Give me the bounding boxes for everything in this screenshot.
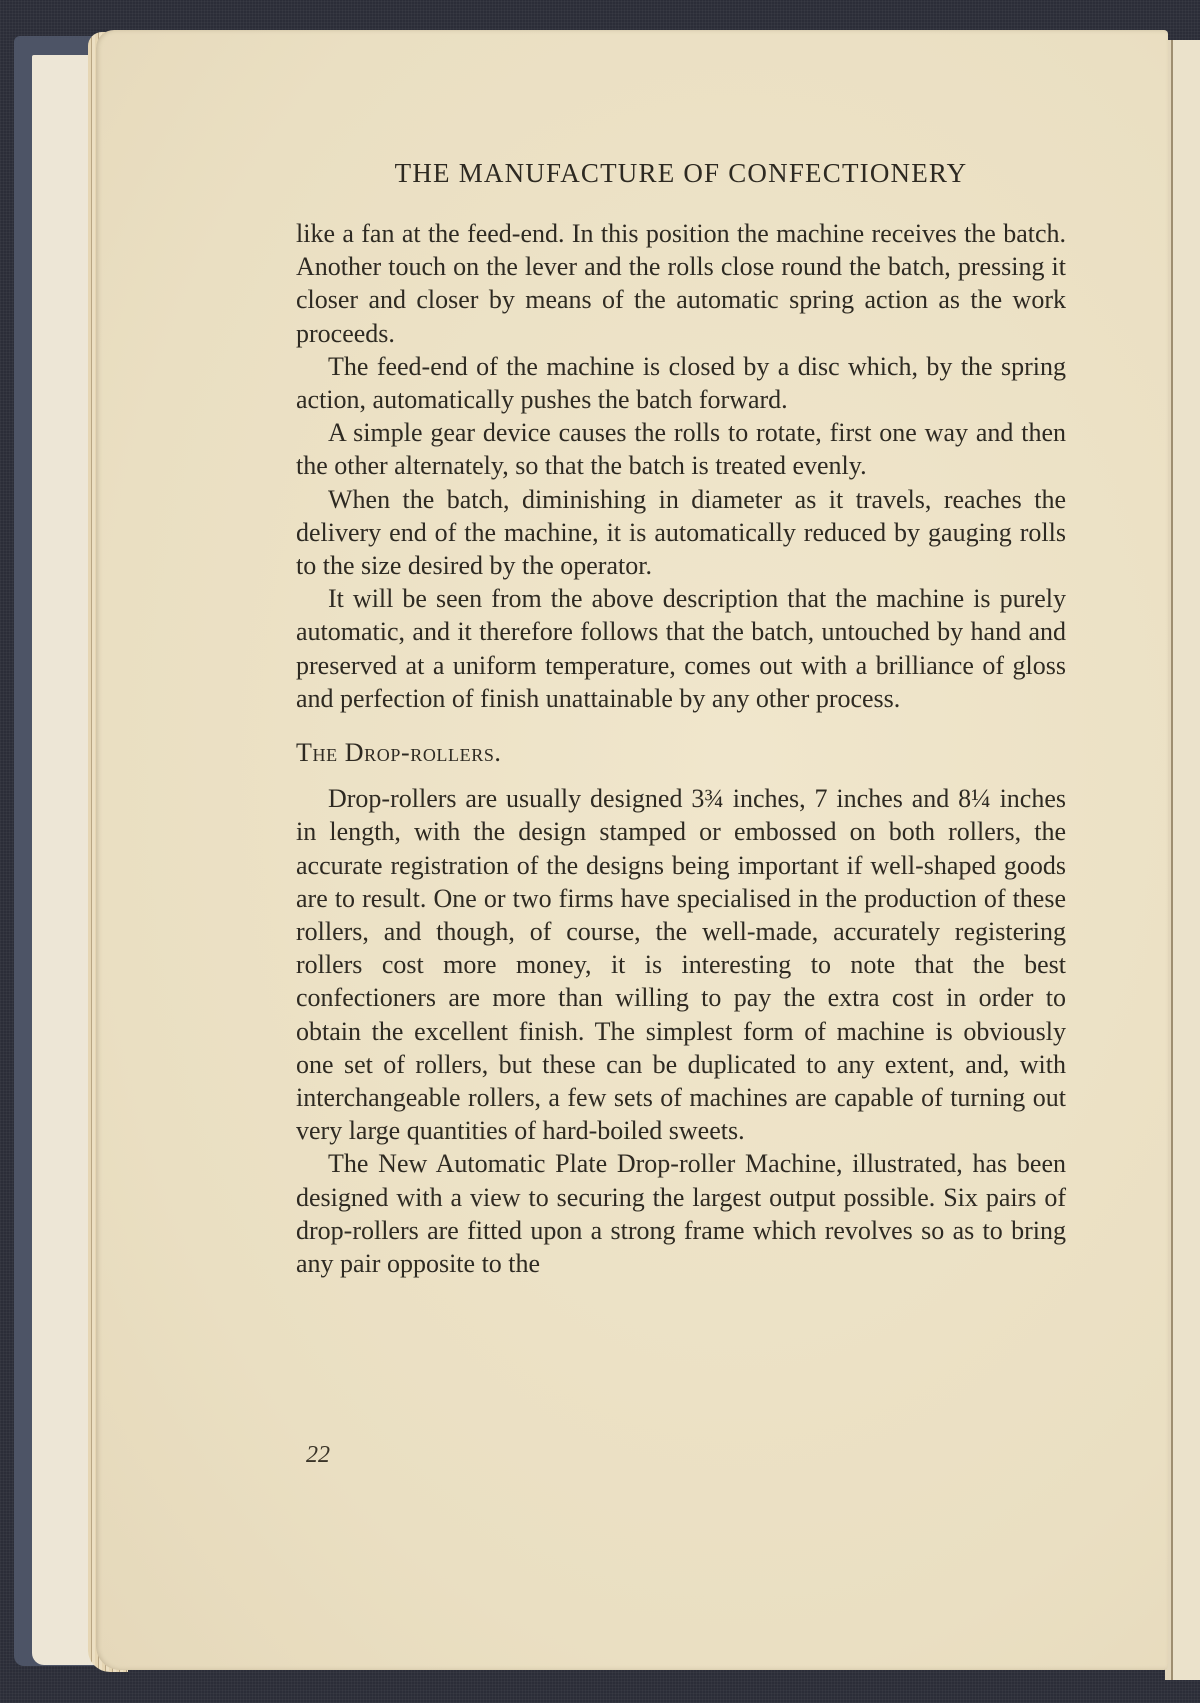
paragraph: The New Automatic Plate Drop-roller Machine, illustrated, has been designed with a view to securing the largest output possible. Six pairs of drop-rollers are fitted upon a strong frame which revolves so as to bring any pair opposite to the <box>296 1149 1066 1279</box>
paragraph: When the batch, diminishing in diameter as it travels, reaches the delivery end of the machine, it is automatically reduced by gauging rolls to the size desired by the operator. <box>296 484 1066 581</box>
section-heading: The Drop-rollers. <box>296 738 502 768</box>
running-head: THE MANUFACTURE OF CONFECTIONERY <box>394 158 968 188</box>
paragraph: It will be seen from the above description that the machine is purely automatic, and it therefore follows that the batch, untouched by hand and preserved at a uniform temperature, comes out with a brilliance of gloss and perfection of finish unattainable by any other process. <box>296 584 1066 713</box>
paragraph: Drop-rollers are usually designed 3¾ inches, 7 inches and 8¼ inches in length, with the design stamped or embossed on both rollers, the accurate registration of the designs being important if well-shaped goods are to result. One or two firms have specialised in the production of these rollers, and though, of course, the well-made, accurately registering rollers cost more money, it is interesting to note that the best confectioners are more than willing to pay the extra cost in order to obtain the excellent finish. The simplest form of machine is obviously one set of rollers, but these can be duplicated to any extent, and, with interchangeable rollers, a few sets of machines are capable of turning out very large quantities of hard-boiled sweets. <box>296 784 1066 1146</box>
page-number: 22 <box>306 1442 330 1468</box>
paragraph: A simple gear device causes the rolls to rotate, first one way and then the other alternately, so that the batch is treated evenly. <box>296 418 1066 481</box>
paragraph: like a fan at the feed-end. In this position the machine receives the batch. Another touch on the lever and the rolls close round the batch, pressing it closer and closer by means of the automatic spring action as the work proceeds. <box>296 219 1066 348</box>
paragraph: The feed-end of the machine is closed by a disc which, by the spring action, automatically pushes the batch forward. <box>296 351 1066 415</box>
page-edges-right <box>1165 40 1200 1680</box>
page-body <box>296 217 1066 1280</box>
